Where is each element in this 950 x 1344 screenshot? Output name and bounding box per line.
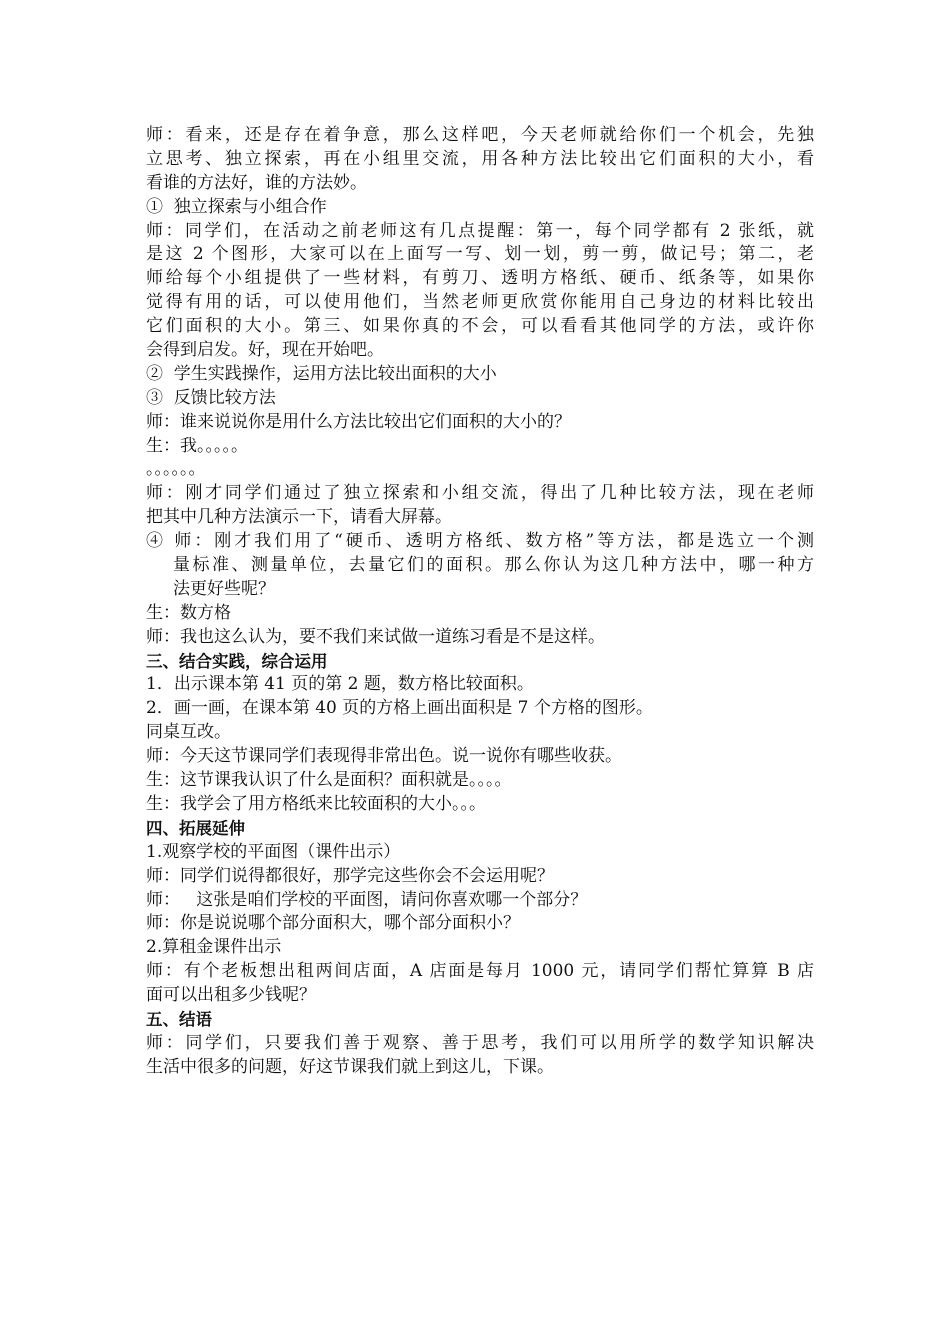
text-line: 生：我。。。。。 <box>146 435 248 456</box>
text-line: 师：同学们说得都很好，那学完这些你会不会运用呢？ <box>146 865 554 886</box>
text-line: 量标准、测量单位，去量它们的面积。那么你认为这几种方法中，哪一种方 <box>173 555 814 576</box>
text-line: 2．画一画，在课本第 40 页的方格上画出面积是 7 个方格的图形。 <box>146 698 653 719</box>
section-heading: 三、结合实践，综合运用 <box>146 651 328 671</box>
text-line: 师： 这张是咱们学校的平面图，请问你喜欢哪一个部分？ <box>146 889 588 910</box>
text-line: 。。。。。。 <box>146 459 206 480</box>
text-line: ② 学生实践操作，运用方法比较出面积的大小 <box>146 363 497 384</box>
document-body <box>146 124 814 1080</box>
text-line: 是这 2 个图形，大家可以在上面写一写、划一划，剪一剪，做记号；第二，老 <box>146 244 814 265</box>
text-line: ④ 师：刚才我们用了“硬币、透明方格纸、数方格”等方法，都是选立一个测 <box>146 531 814 552</box>
text-line: 师：同学们，只要我们善于观察、善于思考，我们可以用所学的数学知识解决 <box>146 1032 814 1053</box>
text-line: 生：这节课我认识了什么是面积？面积就是。。。。 <box>146 770 512 791</box>
text-line: 师：看来，还是存在着争意，那么这样吧，今天老师就给你们一个机会，先独 <box>146 125 814 145</box>
text-line: 生：数方格 <box>146 602 231 623</box>
text-line: 1.观察学校的平面图（课件出示） <box>146 841 401 862</box>
text-line: 立思考、独立探索，再在小组里交流，用各种方法比较出它们面积的大小，看 <box>146 148 814 169</box>
text-line: 生：我学会了用方格纸来比较面积的大小。。。 <box>146 793 486 814</box>
text-line: 师：刚才同学们通过了独立探索和小组交流，得出了几种比较方法，现在老师 <box>146 483 814 504</box>
text-line: 2.算租金课件出示 <box>146 937 282 958</box>
text-line: 法更好些呢？ <box>173 578 275 599</box>
text-line: 师：今天这节课同学们表现得非常出色。说一说你有哪些收获。 <box>146 746 622 767</box>
text-line: ③ 反馈比较方法 <box>146 387 276 408</box>
text-line: 师：你是说说哪个部分面积大，哪个部分面积小？ <box>146 913 520 934</box>
text-line: 看谁的方法好，谁的方法妙。 <box>146 172 367 193</box>
text-line: ① 独立探索与小组合作 <box>146 196 327 217</box>
text-line: 生活中很多的问题，好这节课我们就上到这儿，下课。 <box>146 1056 554 1077</box>
text-line: 师：谁来说说你是用什么方法比较出它们面积的大小的？ <box>146 411 571 432</box>
text-line: 师：我也这么认为，要不我们来试做一道练习看是不是这样。 <box>146 626 605 647</box>
section-heading: 五、结语 <box>146 1009 212 1029</box>
text-line: 师：有个老板想出租两间店面，A 店面是每月 1000 元，请同学们帮忙算算 B 店 <box>146 961 814 982</box>
text-line: 把其中几种方法演示一下，请看大屏幕。 <box>146 507 452 528</box>
section-heading: 四、拓展延伸 <box>146 818 245 838</box>
text-line: 1．出示课本第 41 页的第 2 题，数方格比较面积。 <box>146 674 534 695</box>
text-line: 师给每个小组提供了一些材料，有剪刀、透明方格纸、硬币、纸条等，如果你 <box>146 268 814 289</box>
text-line: 面可以出租多少钱呢？ <box>146 985 316 1006</box>
text-line: 同桌互改。 <box>146 722 231 743</box>
text-line: 觉得有用的话，可以使用他们，当然老师更欣赏你能用自己身边的材料比较出 <box>146 292 814 313</box>
text-line: 它们面积的大小。第三、如果你真的不会，可以看看其他同学的方法，或许你 <box>146 316 814 337</box>
text-line: 会得到启发。好，现在开始吧。 <box>146 340 384 361</box>
text-line: 师：同学们，在活动之前老师这有几点提醒：第一，每个同学都有 2 张纸，就 <box>146 220 814 241</box>
